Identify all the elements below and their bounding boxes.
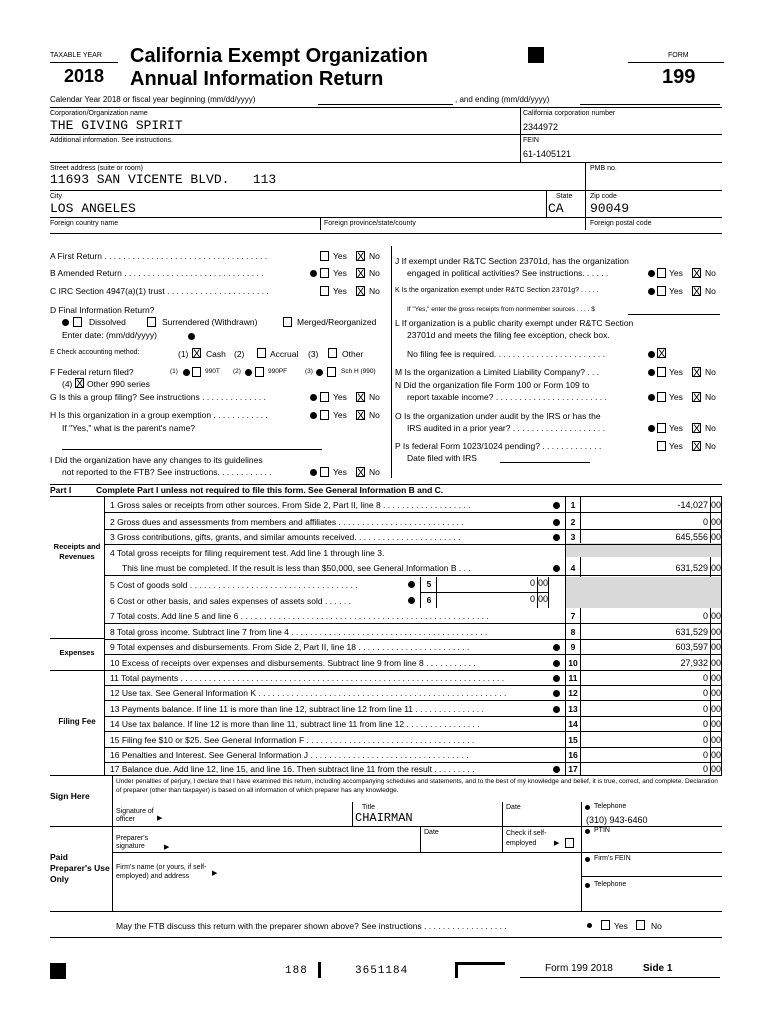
line-amount[interactable]: 603,597 <box>675 642 708 652</box>
line-amount[interactable]: 27,932 <box>680 658 708 668</box>
org-name[interactable]: THE GIVING SPIRIT <box>50 118 183 133</box>
telephone-label: Telephone <box>594 803 627 810</box>
line-number: 7 <box>570 611 576 621</box>
line-label: 10 Excess of receipts over expenses and disbursements. Subtract line 9 from line 8 . . . . . . . . . . . <box>110 658 476 668</box>
foreign-postal-label: Foreign postal code <box>590 220 652 227</box>
form-title-line1: California Exempt Organization <box>130 45 428 67</box>
row-rule <box>104 544 722 545</box>
line-label: 4 Total gross receipts for filing requirement test. Add line 1 through line 3. <box>110 548 385 558</box>
line-cents[interactable]: 00 <box>710 719 721 729</box>
question-m: M Is the organization a Limited Liability Company? . . . <box>395 367 600 377</box>
line-amount[interactable]: 631,529 <box>675 563 708 573</box>
tax-year: 2018 <box>64 66 105 86</box>
question-p: P Is federal Form 1023/1024 pending? . . . . . . . . . . . . . <box>395 441 602 451</box>
final-return-date-label: Enter date: (mm/dd/yyyy) <box>62 330 157 340</box>
self-employed-checkbox[interactable] <box>565 838 574 848</box>
line-cents[interactable]: 00 <box>710 642 721 652</box>
question-p-no-checkbox[interactable]: X <box>693 441 701 453</box>
title-label: Title <box>362 804 375 811</box>
line-number: 17 <box>568 764 578 774</box>
line-label: 13 Payments balance. If line 11 is more than line 12, subtract line 12 from line 11 . . . . . . . . . . . . . . . <box>110 704 484 714</box>
line-number: 9 <box>570 642 576 652</box>
line-cents[interactable]: 00 <box>710 532 721 542</box>
question-o-no-checkbox[interactable]: X <box>693 423 701 435</box>
line-amount[interactable]: 645,556 <box>675 532 708 542</box>
pmb-label: PMB no. <box>590 165 617 172</box>
question-g-no-checkbox[interactable]: X <box>357 392 365 404</box>
question-a-no-checkbox[interactable]: X <box>357 251 365 263</box>
firm-telephone-label: Telephone <box>594 881 627 888</box>
question-h-yes-checkbox[interactable] <box>320 410 329 420</box>
question-g: G Is this a group filing? See instructions . . . . . . . . . . . . . . <box>50 392 266 402</box>
row-rule <box>104 762 722 763</box>
sign-here-label: Sign Here <box>50 791 90 801</box>
question-p-yes-checkbox[interactable] <box>657 441 666 451</box>
line-number: 8 <box>570 627 576 637</box>
form-title-line2: Annual Information Return <box>130 68 384 90</box>
form-number: 199 <box>662 66 696 88</box>
line-amount[interactable]: 0 <box>702 764 708 774</box>
question-b-no-checkbox[interactable]: X <box>357 268 365 280</box>
line-label: 9 Total expenses and disbursements. From Side 2, Part II, line 18 . . . . . . . . . . . . . . . . . . . . . . . . <box>110 642 470 652</box>
officer-title[interactable]: CHAIRMAN <box>355 811 413 825</box>
calendar-year-text: Calendar Year 2018 or fiscal year beginning (mm/dd/yyyy) <box>50 95 256 104</box>
corp-number[interactable]: 2344972 <box>523 122 559 132</box>
line-bullet <box>553 565 560 572</box>
street-address[interactable]: 11693 SAN VICENTE BLVD. 113 <box>50 172 277 187</box>
part1-heading: Part I <box>50 485 72 495</box>
row-rule <box>104 529 722 530</box>
merged-checkbox[interactable] <box>283 317 292 327</box>
row-rule <box>104 731 722 732</box>
row-rule <box>104 654 722 655</box>
line-cents[interactable]: 00 <box>710 735 721 745</box>
line-bullet <box>553 706 560 713</box>
state[interactable]: CA <box>548 201 564 216</box>
line-cents[interactable]: 00 <box>710 673 721 683</box>
line-number: 2 <box>570 517 576 527</box>
line-amount[interactable]: 0 <box>702 688 708 698</box>
line-bullet <box>553 766 560 773</box>
fein-value[interactable]: 61-1405121 <box>523 149 572 159</box>
row-rule <box>104 623 722 624</box>
line-amount[interactable]: -14,027 <box>677 500 708 510</box>
line-bullet <box>553 534 560 541</box>
line-number: 3 <box>570 532 576 542</box>
row-rule <box>104 700 722 701</box>
preparer-signature-label: Preparer's signature <box>116 835 149 850</box>
line-number: 11 <box>568 673 578 683</box>
line-number: 10 <box>568 658 578 668</box>
no-filing-fee-checkbox[interactable]: X <box>658 348 666 360</box>
row-rule <box>104 575 722 576</box>
question-n-yes-checkbox[interactable] <box>657 392 666 402</box>
foreign-country-label: Foreign country name <box>50 220 119 227</box>
row-rule <box>104 670 722 671</box>
corp-number-label: California corporation number <box>523 110 616 117</box>
question-i-no-checkbox[interactable]: X <box>357 467 365 479</box>
zip-code[interactable]: 90049 <box>590 201 630 216</box>
accrual-checkbox[interactable] <box>257 348 266 358</box>
row-rule <box>104 639 722 640</box>
ptin-label: PTIN <box>594 827 610 834</box>
footer-side: Side 1 <box>643 963 673 974</box>
street-label: Street address (suite or room) <box>50 165 143 172</box>
line-cents[interactable]: 00 <box>710 563 721 573</box>
line-cents[interactable]: 00 <box>710 658 721 668</box>
dissolved-checkbox[interactable] <box>73 317 82 327</box>
line-cents[interactable]: 00 <box>710 517 721 527</box>
footer-form-label: Form 199 2018 <box>545 963 613 974</box>
firm-fein-label: Firm's FEIN <box>594 855 631 862</box>
line-label: 12 Use tax. See General Information K . . . . . . . . . . . . . . . . . . . . . . . . . . . . . . . . . . . . . . . . . . . . . . . . . . . . . <box>110 688 507 698</box>
other-method-checkbox[interactable] <box>328 348 337 358</box>
parent-name-label: If "Yes," what is the parent's name? <box>62 423 196 433</box>
line-label: 17 Balance due. Add line 12, line 15, and line 16. Then subtract line 11 from the result . . . . . . . . . <box>110 764 475 774</box>
taxable-year-label: TAXABLE YEAR <box>50 52 102 59</box>
row-rule <box>104 716 722 717</box>
line5-amount[interactable]: 0 <box>529 578 535 588</box>
line-bullet <box>553 519 560 526</box>
line-number: 4 <box>570 563 576 573</box>
question-a-yes-checkbox[interactable] <box>320 251 329 261</box>
footer-code-2: 3651184 <box>355 965 409 977</box>
question-e: E Check accounting method: <box>50 349 140 356</box>
sch-h-checkbox[interactable] <box>327 367 336 377</box>
preparer-date-label: Date <box>424 829 439 836</box>
question-j-yes-checkbox[interactable] <box>657 268 666 278</box>
990t-checkbox[interactable] <box>192 367 201 377</box>
question-h: H Is this organization in a group exemption . . . . . . . . . . . . <box>50 410 268 420</box>
question-f: F Federal return filed? <box>50 367 134 377</box>
line-number: 1 <box>570 500 576 510</box>
line-bullet <box>553 502 560 509</box>
form-label: FORM <box>668 52 689 59</box>
fein-label: FEIN <box>523 137 539 144</box>
line-label: 1 Gross sales or receipts from other sources. From Side 2, Part II, line 8 . . . . . . . . . . . . . . . . . . . <box>110 500 471 510</box>
ftb-discuss-question: May the FTB discuss this return with the preparer shown above? See instructions . . . . . . . . . . . . . . . . . . <box>116 921 507 931</box>
question-k-no-checkbox[interactable]: X <box>693 286 701 298</box>
line-bullet <box>553 644 560 651</box>
line-number: 14 <box>568 719 578 729</box>
question-i-yes-checkbox[interactable] <box>320 467 329 477</box>
line-cents[interactable]: 00 <box>710 688 721 698</box>
line-label: 11 Total payments . . . . . . . . . . . . . . . . . . . . . . . . . . . . . . . . . . . . . . . . . . . . . . . . . . . . . . . . . . . . . . . . . . . . . <box>110 673 505 683</box>
date-filed-irs-label: Date filed with IRS <box>407 453 477 463</box>
signature-officer-label: Signature of officer <box>116 808 154 823</box>
row-rule <box>104 747 722 748</box>
city-label: City <box>50 193 63 200</box>
line-label: 16 Penalties and Interest. See General Information J . . . . . . . . . . . . . . . . . . . . . . . . . . . . . . . . . . <box>110 750 469 760</box>
line5-cents[interactable]: 00 <box>537 578 548 588</box>
ending-text: , and ending (mm/dd/yyyy) <box>455 95 550 104</box>
line-number: 16 <box>568 750 578 760</box>
line-label: 2 Gross dues and assessments from members and affiliates . . . . . . . . . . . . . . . . . . . . . . . . . . . <box>110 517 464 527</box>
zip-label: Zip code <box>590 193 617 200</box>
question-n: N Did the organization file Form 100 or Form 109 to <box>395 380 590 390</box>
question-o-yes-checkbox[interactable] <box>657 423 666 433</box>
question-j: J If exempt under R&TC Section 23701d, has the organization <box>395 256 629 266</box>
question-m-no-checkbox[interactable]: X <box>693 367 701 379</box>
nonmember-receipts-label: If "Yes," enter the gross receipts from nonmember sources . . . . $ <box>407 306 595 313</box>
line-label: 14 Use tax balance. If line 12 is more than line 11, subtract line 11 from line 12 . . . . . . . . . . . . . . . . <box>110 719 480 729</box>
cash-checkbox[interactable]: X <box>193 348 201 360</box>
question-n-no-checkbox[interactable]: X <box>693 392 701 404</box>
question-c-yes-checkbox[interactable] <box>320 286 329 296</box>
row-rule <box>104 685 722 686</box>
line-amount[interactable]: 0 <box>702 735 708 745</box>
state-label: State <box>556 193 573 200</box>
line-cents[interactable]: 00 <box>710 627 721 637</box>
additional-info-label: Additional information. See instructions. <box>50 137 173 144</box>
line5-number: 5 <box>426 579 432 589</box>
line-label: 15 Filing fee $10 or $25. See General Information F . . . . . . . . . . . . . . . . . . . . . . . . . . . . . . . . . . . . <box>110 735 475 745</box>
paid-preparer-label: Paid Preparer's Use Only <box>50 852 110 884</box>
city[interactable]: LOS ANGELES <box>50 201 136 216</box>
line-label: This line must be completed. If the result is less than $50,000, see General Information B . . . <box>122 563 471 573</box>
question-k: K Is the organization exempt under R&TC Section 23701g? . . . . . <box>395 287 599 294</box>
990pf-checkbox[interactable] <box>255 367 264 377</box>
question-i: I Did the organization have any changes to its guidelines <box>50 455 263 465</box>
line-cents[interactable]: 00 <box>710 500 721 510</box>
question-g-yes-checkbox[interactable] <box>320 392 329 402</box>
line-amount[interactable]: 631,529 <box>675 627 708 637</box>
question-o: O Is the organization under audit by the IRS or has the <box>395 411 601 421</box>
line-amount[interactable]: 0 <box>702 704 708 714</box>
officer-telephone[interactable]: (310) 943-6460 <box>586 815 648 825</box>
question-b: B Amended Return . . . . . . . . . . . . . . . . . . . . . . . . . . . . . . <box>50 268 264 278</box>
line-label: 8 Total gross income. Subtract line 7 from line 4 . . . . . . . . . . . . . . . . . . . . . . . . . . . . . . . . . . . . . . . . . . <box>110 627 488 637</box>
question-j-no-checkbox[interactable]: X <box>693 268 701 280</box>
line-label: 7 Total costs. Add line 5 and line 6 . . . . . . . . . . . . . . . . . . . . . . . . . . . . . . . . . . . . . . . . . . . . . . . . . . . . . <box>110 611 489 621</box>
row-rule <box>104 512 722 513</box>
org-name-label: Corporation/Organization name <box>50 110 148 117</box>
discuss-yes-checkbox[interactable] <box>601 920 610 930</box>
question-l: L If organization is a public charity exempt under R&TC Section <box>395 318 634 328</box>
other-990-checkbox[interactable]: X <box>76 378 84 390</box>
line-number: 12 <box>568 688 578 698</box>
line-amount[interactable]: 0 <box>702 517 708 527</box>
part1-heading-text: Complete Part I unless not required to file this form. See General Information B and C. <box>96 485 444 495</box>
line6-number: 6 <box>426 595 432 605</box>
line-amount[interactable]: 0 <box>702 611 708 621</box>
footer-code-1: 188 <box>285 965 308 977</box>
line-cents[interactable]: 00 <box>710 764 721 774</box>
line-cents[interactable]: 00 <box>710 750 721 760</box>
line-amount[interactable]: 0 <box>702 719 708 729</box>
self-employed-label: Check if self-employed <box>506 830 547 847</box>
sign-date-label: Date <box>506 804 521 811</box>
line-cents[interactable]: 00 <box>710 611 721 621</box>
line-label: 6 Cost or other basis, and sales expenses of assets sold . . . . . . <box>110 596 351 606</box>
line6-amount[interactable]: 0 <box>529 594 535 604</box>
question-c: C IRC Section 4947(a)(1) trust . . . . . . . . . . . . . . . . . . . . . . <box>50 286 269 296</box>
firm-name-label: Firm's name (or yours, if self-employed) and address <box>116 864 207 880</box>
perjury-statement: Under penalties of perjury, I declare that I have examined this return, including accompanying schedules and statements, and to the best of my knowledge and belief, it is true, correct, and complete. Declaration of preparer (other than taxpayer) is based on all information of which preparer has any knowledge. <box>116 778 718 794</box>
line-bullet <box>553 675 560 682</box>
line-label: 3 Gross contributions, gifts, grants, and similar amounts received. . . . . . . . . . . . . . . . . . . . . . . <box>110 532 461 542</box>
section-filing-fee: Filing Fee <box>58 717 96 726</box>
scan-marker <box>528 47 544 63</box>
line-amount[interactable]: 0 <box>702 673 708 683</box>
question-c-no-checkbox[interactable]: X <box>357 286 365 298</box>
line6-cents[interactable]: 00 <box>537 594 548 604</box>
line-number: 13 <box>568 704 578 714</box>
question-h-no-checkbox[interactable]: X <box>357 410 365 422</box>
footer-scan-marker <box>50 963 66 979</box>
section-expenses: Expenses <box>59 648 95 657</box>
discuss-no-checkbox[interactable] <box>636 920 645 930</box>
question-a: A First Return . . . . . . . . . . . . . . . . . . . . . . . . . . . . . . . . . . . <box>50 251 268 261</box>
line-amount[interactable]: 0 <box>702 750 708 760</box>
line-bullet <box>553 660 560 667</box>
line-cents[interactable]: 00 <box>710 704 721 714</box>
line-label: 5 Cost of goods sold . . . . . . . . . . . . . . . . . . . . . . . . . . . . . . . . . . . . <box>110 580 358 590</box>
foreign-province-label: Foreign province/state/county <box>324 220 416 227</box>
surrendered-checkbox[interactable] <box>147 317 156 327</box>
question-k-yes-checkbox[interactable] <box>657 286 666 296</box>
line-bullet <box>553 690 560 697</box>
question-m-yes-checkbox[interactable] <box>657 367 666 377</box>
question-d: D Final Information Return? <box>50 305 155 315</box>
question-b-yes-checkbox[interactable] <box>320 268 329 278</box>
line-number: 15 <box>568 735 578 745</box>
section-receipts-revenues: Receipts and Revenues <box>53 542 101 561</box>
